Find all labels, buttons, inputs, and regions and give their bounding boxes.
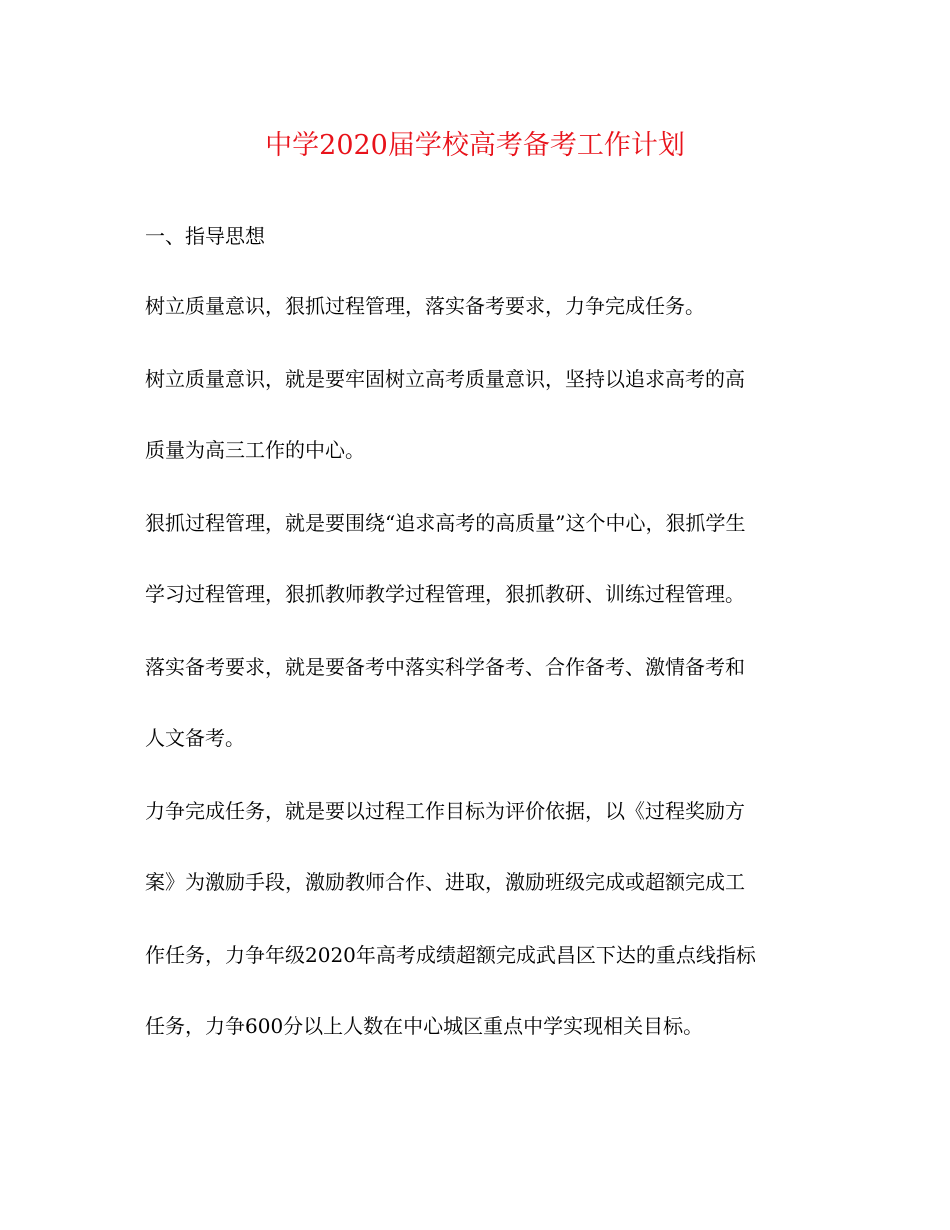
paragraph-line: 案》为激励手段，激励教师合作、进取，激励班级完成或超额完成工 xyxy=(145,870,745,894)
paragraph-line: 树立质量意识，就是要牢固树立高考质量意识，坚持以追求高考的高 xyxy=(145,367,745,391)
paragraph-line: 作任务，力争年级2020年高考成绩超额完成武昌区下达的重点线指标 xyxy=(145,943,756,967)
paragraph-line: 任务，力争600分以上人数在中心城区重点中学实现相关目标。 xyxy=(145,1014,704,1038)
section-heading-guiding-ideology: 一、指导思想 xyxy=(145,224,265,248)
paragraph-line: 树立质量意识，狠抓过程管理，落实备考要求，力争完成任务。 xyxy=(145,294,705,318)
paragraph-line: 狠抓过程管理，就是要围绕“追求高考的高质量”这个中心，狠抓学生 xyxy=(145,511,746,535)
paragraph-line: 落实备考要求，就是要备考中落实科学备考、合作备考、激情备考和 xyxy=(145,655,745,679)
paragraph-line: 质量为高三工作的中心。 xyxy=(145,438,365,462)
paragraph-line: 学习过程管理，狠抓教师教学过程管理，狠抓教研、训练过程管理。 xyxy=(145,582,745,606)
document-title: 中学2020届学校高考备考工作计划 xyxy=(265,130,685,161)
paragraph-line: 人文备考。 xyxy=(145,726,245,750)
paragraph-line: 力争完成任务，就是要以过程工作目标为评价依据，以《过程奖励方 xyxy=(145,799,745,823)
